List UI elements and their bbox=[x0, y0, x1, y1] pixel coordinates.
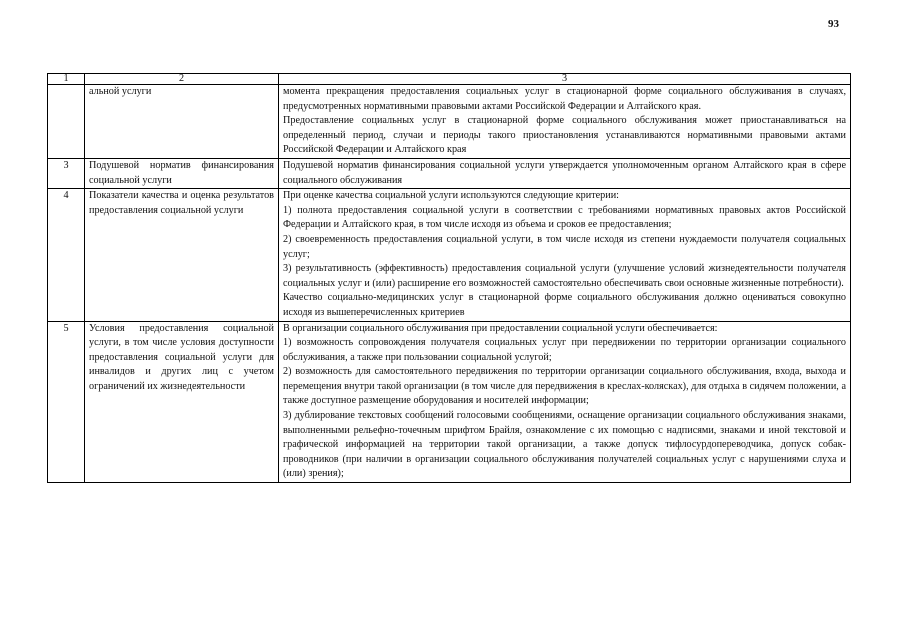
table-row bbox=[48, 85, 851, 159]
row-number: 5 bbox=[48, 321, 85, 483]
row-number: 3 bbox=[48, 158, 85, 188]
service-attribute: Показатели качества и оценка результатов предоставления социальной услуги bbox=[85, 189, 279, 321]
description-paragraph: Подушевой норматив финансирования социальной услуги утверждается уполномоченным органом Алтайского края в сфере социального обслуживания bbox=[283, 159, 846, 186]
table-row bbox=[48, 189, 851, 321]
service-attribute: Подушевой норматив финансирования социальной услуги bbox=[85, 158, 279, 188]
row-number bbox=[48, 85, 85, 159]
row-number: 4 bbox=[48, 189, 85, 321]
description-paragraph: 1) полнота предоставления социальной услуги в соответствии с требованиями нормативных правовых актов Российской Федерации и Алтайского края, в том числе исходя из объема и сроков ее предоставления; bbox=[283, 204, 846, 231]
table-row bbox=[48, 321, 851, 483]
description-paragraph: 1) возможность сопровождения получателя социальных услуг при передвижении по территории организации социального обслуживания, а также при пользовании социальной услугой; bbox=[283, 337, 846, 363]
description-paragraph: 3) дублирование текстовых сообщений голосовыми сообщениями, оснащение организации социального обслуживания знаками, выполненными рельефно-точечным шрифтом Брайля, ознакомление с их помощью с надписями, знаками и иной текстовой и графической информацией на территории такой организации, а также допуск тифлосурдопереводчика, допуск собак-проводников (при наличии в организации социального обслуживания получателей социальных услуг с нарушениями слуха и (или) зрения); bbox=[283, 410, 846, 480]
attribute-description bbox=[279, 189, 851, 321]
page-number: 93 bbox=[828, 18, 839, 30]
service-attribute: Условия предоставления социальной услуги, в том числе условия доступности предоставления социальной услуги для инвалидов и других лиц с учетом ограничений их жизнедеятельности bbox=[85, 321, 279, 483]
description-paragraph: 2) своевременность предоставления социальной услуги, в том числе исходя из степени нуждаемости получателя социальных услуг; bbox=[283, 233, 846, 260]
description-paragraph: 2) возможность для самостоятельного передвижения по территории организации социального обслуживания, входа, выхода и перемещения внутри такой организации (в том числе для передвижения в креслах-колясках), для отдыха в сидячем положении, а также доступное размещение оборудования и носителей информации; bbox=[283, 366, 846, 407]
description-paragraph: Предоставление социальных услуг в стационарной форме социального обслуживания может приостанавливаться на определенный период, случаи и периоды такого приостановления устанавливаются нормативными правовыми актами Российской Федерации и Алтайского края bbox=[283, 115, 846, 156]
description-paragraph: 3) результативность (эффективность) предоставления социальной услуги (улучшение условий жизнедеятельности получателя социальных услуг и (или) расширение его возможностей самостоятельно обеспечивать свои основные жизненные потребности). bbox=[283, 263, 846, 289]
services-table bbox=[47, 73, 851, 483]
attribute-description bbox=[279, 321, 851, 483]
service-attribute: альной услуги bbox=[85, 85, 279, 159]
description-paragraph: момента прекращения предоставления социальных услуг в стационарной форме социального обслуживания в случаях, предусмотренных нормативными правовыми актами Российской Федерации и Алтайского края. bbox=[283, 86, 846, 112]
header-cell-3: 3 bbox=[279, 74, 851, 85]
header-cell-2: 2 bbox=[85, 74, 279, 85]
table-row bbox=[48, 158, 851, 188]
header-cell-1: 1 bbox=[48, 74, 85, 85]
table-header-row bbox=[48, 74, 851, 85]
description-paragraph: В организации социального обслуживания при предоставлении социальной услуги обеспечивается: bbox=[283, 322, 718, 334]
description-paragraph: Качество социально-медицинских услуг в стационарной форме социального обслуживания должно оцениваться совокупно исходя из вышеперечисленных критериев bbox=[283, 292, 846, 318]
attribute-description bbox=[279, 158, 851, 188]
attribute-description bbox=[279, 85, 851, 159]
description-paragraph: При оценке качества социальной услуги используются следующие критерии: bbox=[283, 190, 620, 202]
